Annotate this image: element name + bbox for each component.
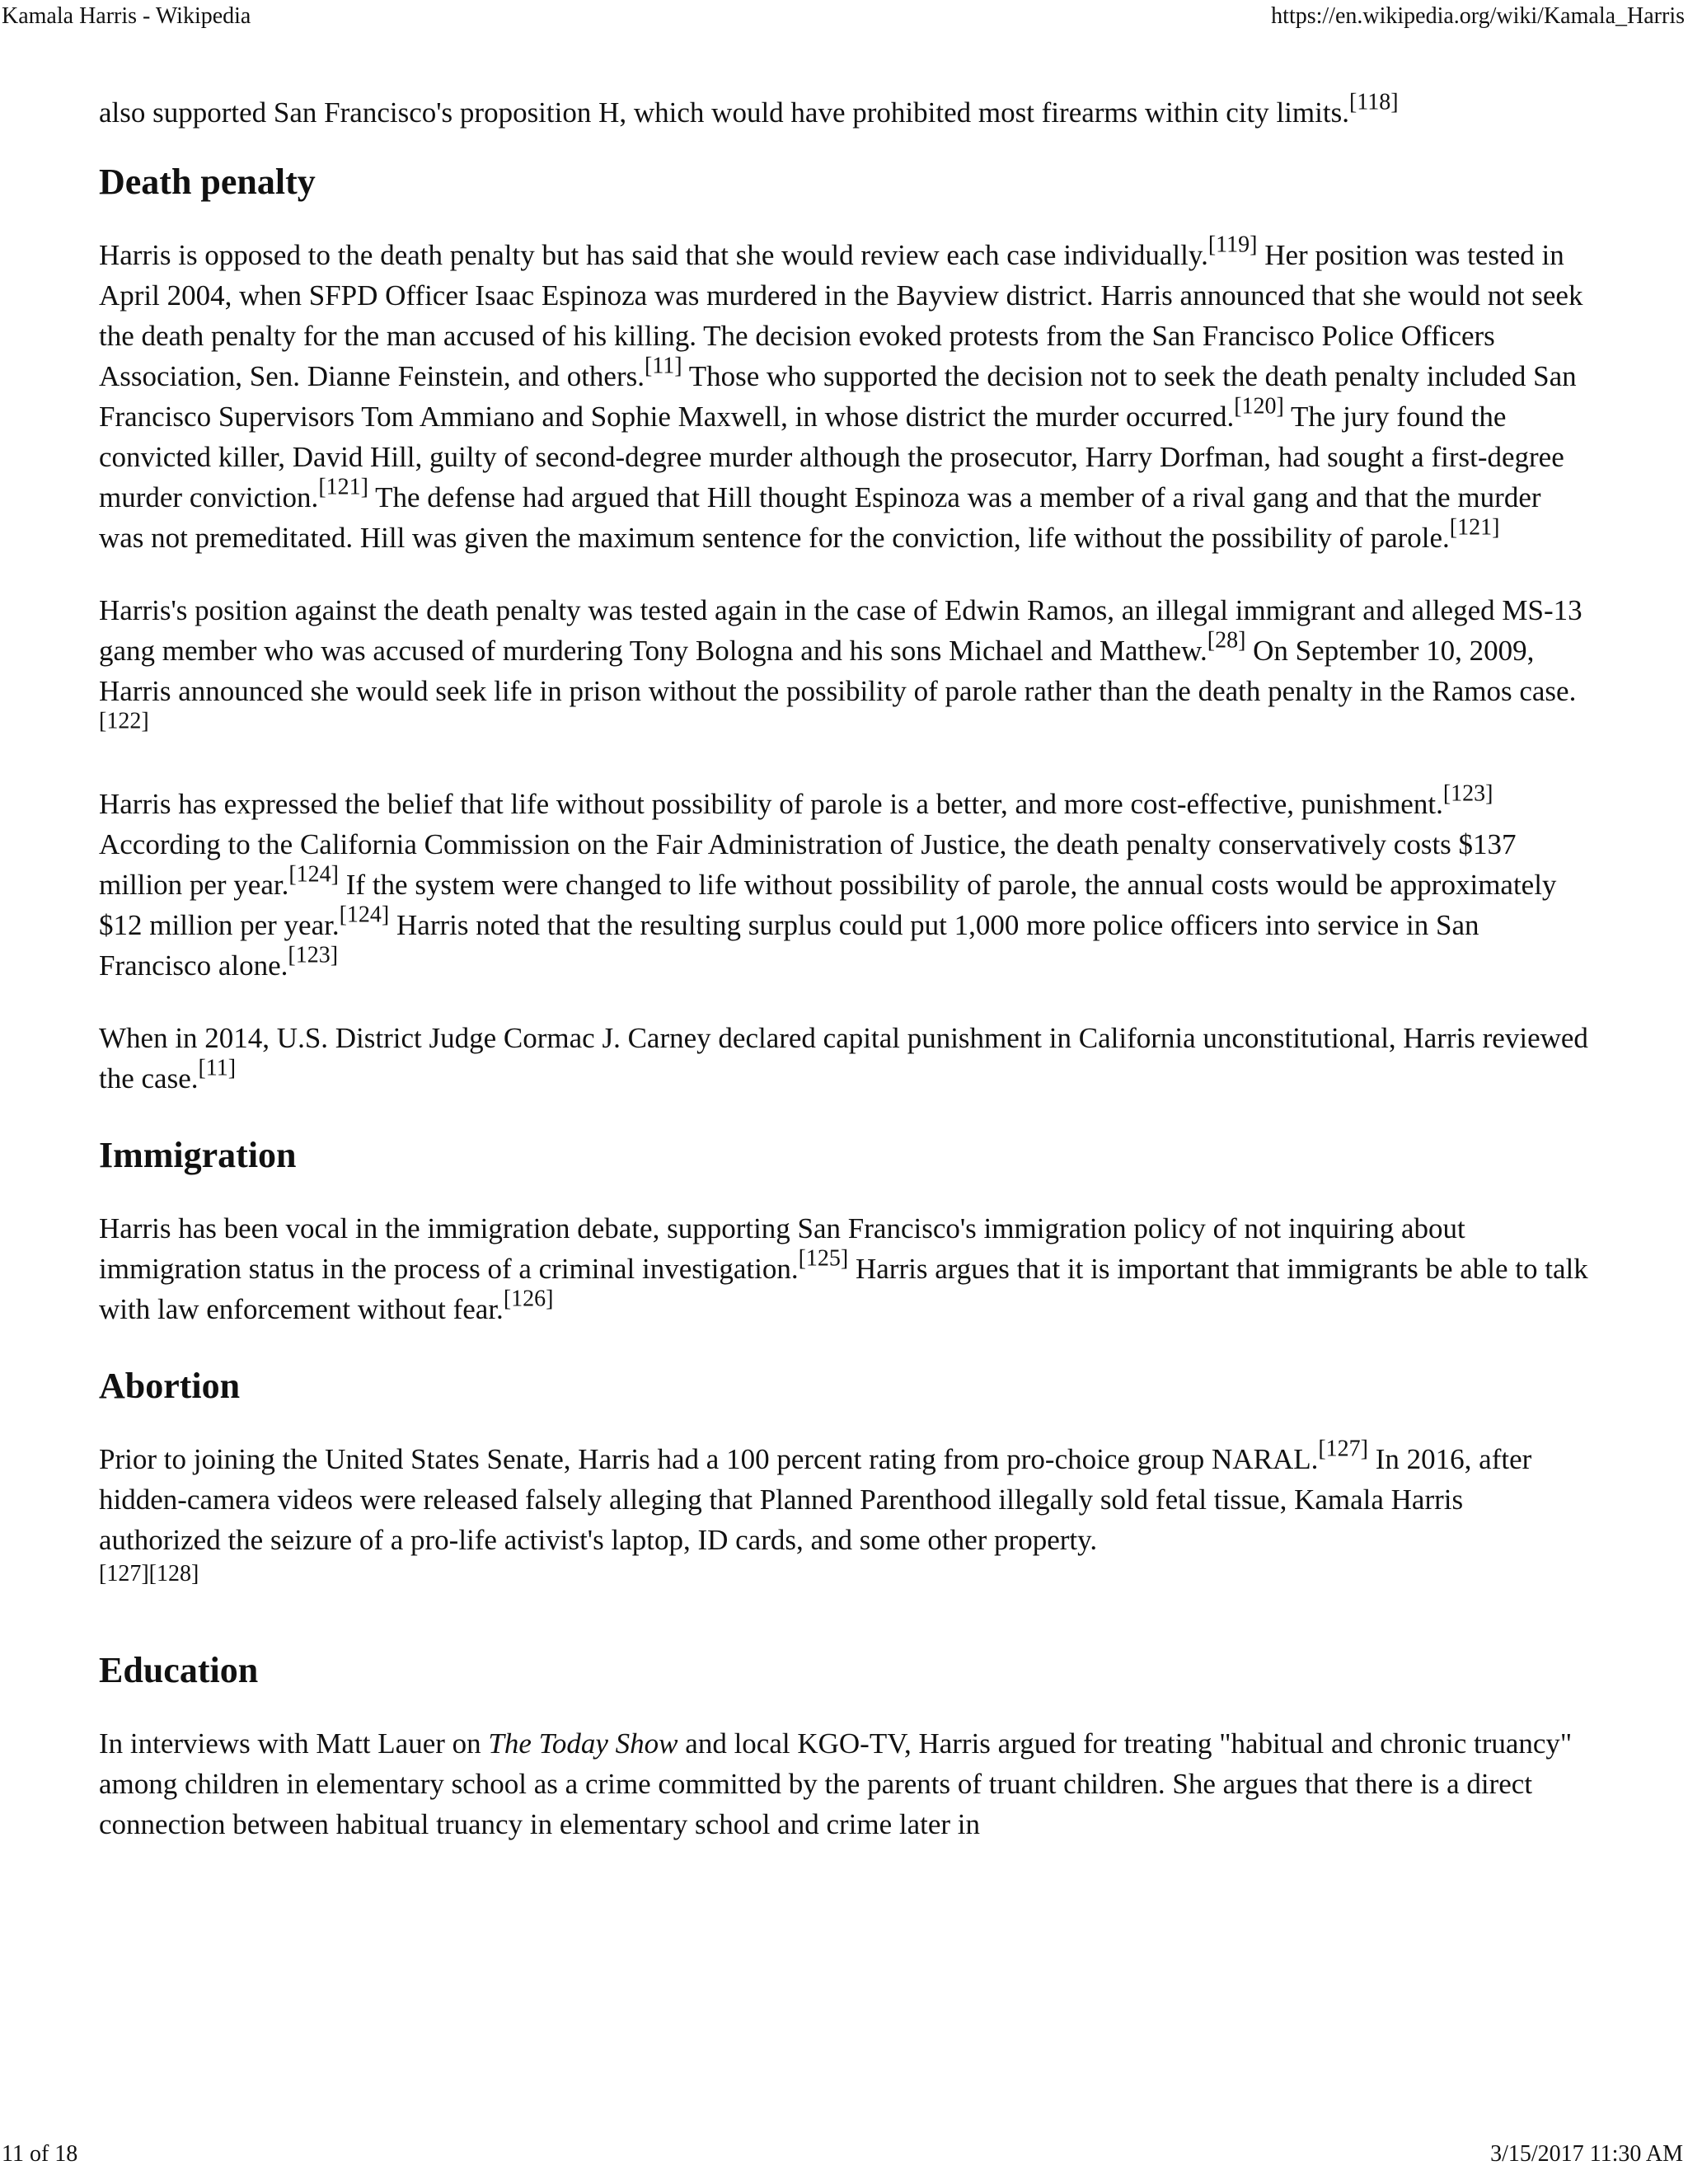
- citation-link[interactable]: [120]: [1234, 393, 1284, 419]
- citation-link[interactable]: [123]: [288, 942, 339, 968]
- citation-link[interactable]: [127]: [1318, 1436, 1369, 1462]
- abortion-paragraph: Prior to joining the United States Senate, Harris had a 100 percent rating from pro-choice group NARAL.[127] In 2016, after hidden-camera videos were released falsely alleging that Planned Parenthood illegally sold fetal tissue, Kamala Harris authorized the seizure of a pro-life activist's laptop, ID cards, and some other property. [127][128]: [99, 1439, 1591, 1588]
- page-number: 11 of 18: [2, 2141, 78, 2167]
- page-url: https://en.wikipedia.org/wiki/Kamala_Harris: [1271, 3, 1685, 29]
- heading-immigration: Immigration: [99, 1135, 297, 1175]
- citation-link[interactable]: [124]: [339, 902, 390, 928]
- citation-group: [99, 1560, 1591, 1588]
- death-penalty-paragraph-2: Harris's position against the death penalty was tested again in the case of Edwin Ramos, an illegal immigrant and alleged MS-13 gang member who was accused of murdering Tony Bologna and his sons Michael and Matthew.[28] On September 10, 2009, Harris announced she would seek life in prison without the possibility of parole rather than the death penalty in the Ramos case.[122]: [99, 594, 1582, 734]
- citation-link[interactable]: [121]: [1449, 514, 1500, 541]
- immigration-paragraph: Harris has been vocal in the immigration debate, supporting San Francisco's immigration policy of not inquiring about immigration status in the process of a criminal investigation.[125] Harris argues that it is important that immigrants be able to talk with law enforcement without fear.[126]: [99, 1212, 1588, 1325]
- citation-link[interactable]: [125]: [798, 1245, 849, 1272]
- death-penalty-paragraph-3: Harris has expressed the belief that life without possibility of parole is a better, and more cost-effective, punishment.[123] According to the California Commission on the Fair Administration of Justice, the death penalty conservatively costs $137 million per year.[124] If the system were changed to life without possibility of parole, the annual costs would be approximately $12 million per year.[124] Harris noted that the resulting surplus could put 1,000 more police officers into service in San Francisco alone.[123]: [99, 780, 1557, 982]
- citation-link[interactable]: [11]: [198, 1055, 237, 1081]
- citation-link[interactable]: [128]: [148, 1561, 199, 1586]
- heading-death-penalty: Death penalty: [99, 162, 316, 202]
- article-content: [99, 89, 1591, 1877]
- citation-link[interactable]: [127]: [99, 1561, 149, 1586]
- citation-link[interactable]: [126]: [503, 1286, 554, 1312]
- heading-abortion: Abortion: [99, 1366, 241, 1406]
- heading-education: Education: [99, 1650, 259, 1690]
- citation-link[interactable]: [119]: [1207, 232, 1258, 258]
- death-penalty-paragraph-4: When in 2014, U.S. District Judge Cormac J. Carney declared capital punishment in California unconstitutional, Harris reviewed the case.[11]: [99, 1022, 1588, 1094]
- death-penalty-paragraph-1: Harris is opposed to the death penalty but has said that she would review each case individually.[119] Her position was tested in April 2004, when SFPD Officer Isaac Espinoza was murdered in the Bayview district. Harris announced that she would not seek the death penalty for the man accused of his killing. The decision evoked protests from the San Francisco Police Officers Association, Sen. Dianne Feinstein, and others.[11] Those who supported the decision not to seek the death penalty included San Francisco Supervisors Tom Ammiano and Sophie Maxwell, in whose district the murder occurred.[120] The jury found the convicted killer, David Hill, guilty of second-degree murder although the prosecutor, Harry Dorfman, had sought a first-degree murder conviction.[121] The defense had argued that Hill thought Espinoza was a member of a rival gang and that the murder was not premeditated. Hill was given the maximum sentence for the conviction, life without the possibility of parole.[121]: [99, 232, 1583, 554]
- print-header: [0, 0, 1688, 33]
- citation-link[interactable]: [118]: [1348, 89, 1399, 115]
- citation-link[interactable]: [122]: [99, 708, 149, 734]
- page-title: Kamala Harris - Wikipedia: [2, 3, 251, 29]
- print-datetime: 3/15/2017 11:30 AM: [1490, 2141, 1683, 2167]
- citation-link[interactable]: [11]: [644, 353, 682, 379]
- education-paragraph: In interviews with Matt Lauer on The Today Show and local KGO-TV, Harris argued for treating "habitual and chronic truancy" among children in elementary school as a crime committed by the parents of truant children. She argues that there is a direct connection between habitual truancy in elementary school and crime later in: [99, 1727, 1573, 1840]
- citation-link[interactable]: [124]: [288, 861, 340, 888]
- citation-link[interactable]: [121]: [318, 474, 368, 500]
- citation-link[interactable]: [123]: [1442, 780, 1493, 807]
- show-title-link[interactable]: The Today Show: [488, 1727, 678, 1760]
- citation-link[interactable]: [28]: [1207, 627, 1246, 654]
- print-footer: [0, 2136, 1688, 2172]
- intro-paragraph: also supported San Francisco's proposition H, which would have prohibited most firearms within city limits.[118]: [99, 89, 1399, 129]
